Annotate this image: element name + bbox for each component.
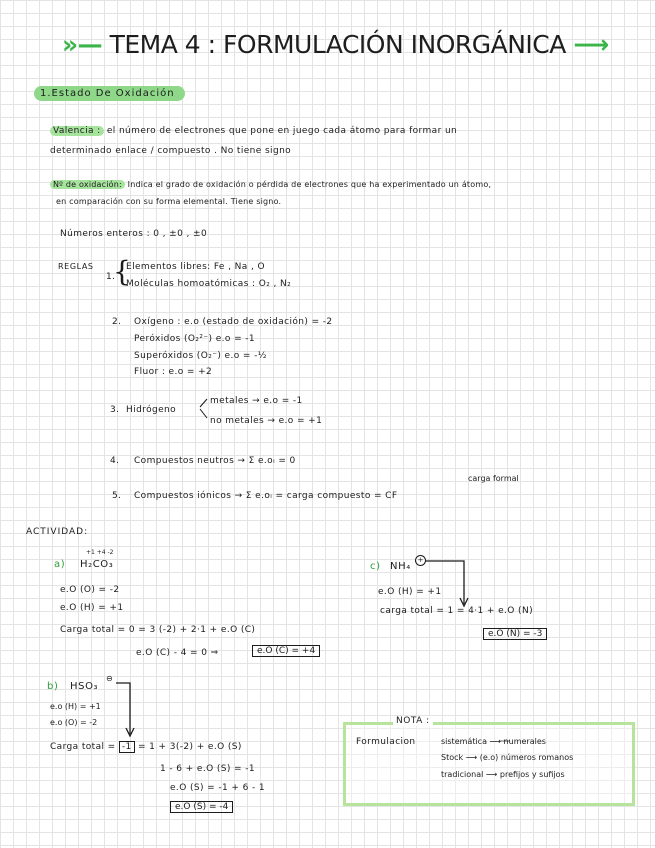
b-line-3-a: Carga total = xyxy=(50,742,116,752)
c-result: e.O (N) = -3 xyxy=(483,628,547,640)
b-charge: ⊖ xyxy=(106,674,113,683)
b-line-3-box: -1 xyxy=(119,741,135,753)
title-text: TEMA 4 : FORMULACIÓN INORGÁNICA xyxy=(109,30,566,59)
nota-label: Formulacion xyxy=(356,737,416,747)
brace-icon: { xyxy=(113,255,131,288)
actividad-label: ACTIVIDAD: xyxy=(26,527,89,537)
regla-3-b: no metales → e.o = +1 xyxy=(210,416,323,426)
a-line-1: e.O (O) = -2 xyxy=(60,585,120,595)
regla-2-c: Superóxidos (O₂⁻) e.o = -½ xyxy=(134,351,267,361)
a-letter: a) xyxy=(54,559,66,570)
regla-3-a: metales → e.o = -1 xyxy=(210,396,303,406)
c-line-2: carga total = 1 = 4·1 + e.O (N) xyxy=(380,606,533,616)
regla-1-number: 1. xyxy=(106,272,116,282)
b-formula: HSO₃ xyxy=(70,681,99,692)
arrow-right-icon: ⟶ xyxy=(465,753,480,762)
regla-2-number: 2. xyxy=(112,317,122,327)
regla-5-number: 5. xyxy=(112,491,122,501)
regla-2-b: Peróxidos (O₂²⁻) e.o = -1 xyxy=(134,334,256,344)
nota-box xyxy=(343,722,635,806)
regla-4-number: 4. xyxy=(110,456,120,466)
noxid-text-2: en comparación con su forma elemental. Tiene signo. xyxy=(56,197,282,206)
arrow-right-icon: ⟶ xyxy=(573,30,609,59)
c-charge: + xyxy=(415,555,426,566)
arrow-right-icon: ⟶ xyxy=(489,737,504,746)
a-line-4: e.O (C) - 4 = 0 ⇒ xyxy=(136,648,219,658)
a-line-3: Carga total = 0 = 3 (-2) + 2·1 + e.O (C) xyxy=(60,625,256,635)
nota-row-2-a: Stock xyxy=(441,753,464,762)
reglas-label: REGLAS xyxy=(58,262,94,271)
b-line-4: 1 - 6 + e.O (S) = -1 xyxy=(160,764,255,774)
noxid-text-1: Indica el grado de oxidación o pérdida de electrones que ha experimentado un átomo, xyxy=(127,180,492,189)
c-line-1: e.O (H) = +1 xyxy=(378,587,442,597)
nota-row-1 xyxy=(441,737,546,746)
noxid-term: Nº de oxidación: xyxy=(50,180,125,189)
regla-2-a: Oxígeno : e.o (estado de oxidación) = -2 xyxy=(134,317,333,327)
c-letter: c) xyxy=(370,561,381,572)
b-line-5: e.O (S) = -1 + 6 - 1 xyxy=(170,783,265,793)
arrow-right-icon: ⟶ xyxy=(485,770,500,779)
valencia-term: Valencia : xyxy=(50,126,104,136)
regla-3-label: Hidrógeno xyxy=(126,405,177,415)
regla-5-text: Compuestos iónicos → Σ e.oᵢ = carga compuesto = CF xyxy=(134,491,398,501)
regla-5-note: carga formal xyxy=(468,474,519,483)
section-heading-estado-oxidacion: 1.Estado De Oxidación xyxy=(34,86,185,101)
regla-3-number: 3. xyxy=(110,405,120,415)
nota-row-3 xyxy=(441,770,565,779)
a-formula: H₂CO₃ xyxy=(80,559,114,570)
valencia-text-2: determinado enlace / compuesto . No tiene signo xyxy=(50,146,292,156)
regla-1-b: Moléculas homoatómicas : O₂ , N₂ xyxy=(126,279,292,289)
nota-row-2-b: (e.o) números romanos xyxy=(479,753,574,762)
b-line-3-b: = 1 + 3(-2) + e.O (S) xyxy=(137,742,242,752)
numeros-enteros: Números enteros : 0 , ±0 , ±0 xyxy=(60,229,208,239)
nota-title: NOTA : xyxy=(393,716,433,726)
regla-4-text: Compuestos neutros → Σ e.oᵢ = 0 xyxy=(134,456,296,466)
nota-row-2 xyxy=(441,753,573,762)
regla-2-d: Fluor : e.o = +2 xyxy=(134,367,213,377)
c-formula: NH₄ xyxy=(390,561,411,572)
nota-row-1-a: sistemática xyxy=(441,737,487,746)
double-arrow-icon: »— xyxy=(62,30,103,59)
b-result: e.O (S) = -4 xyxy=(170,801,233,813)
a-charges: +1 +4 -2 xyxy=(86,549,114,556)
b-line-2: e.o (O) = -2 xyxy=(50,718,98,727)
b-letter: b) xyxy=(47,681,59,692)
nota-row-1-b: numerales xyxy=(503,737,546,746)
a-line-2: e.O (H) = +1 xyxy=(60,603,124,613)
nota-row-3-b: prefijos y sufijos xyxy=(499,770,565,779)
b-line-1: e.o (H) = +1 xyxy=(50,702,101,711)
nota-row-3-a: tradicional xyxy=(441,770,484,779)
regla-1-a: Elementos libres: Fe , Na , O xyxy=(126,262,265,272)
a-result: e.O (C) = +4 xyxy=(252,645,320,657)
valencia-text-1: el número de electrones que pone en juego cada átomo para formar un xyxy=(106,126,458,136)
